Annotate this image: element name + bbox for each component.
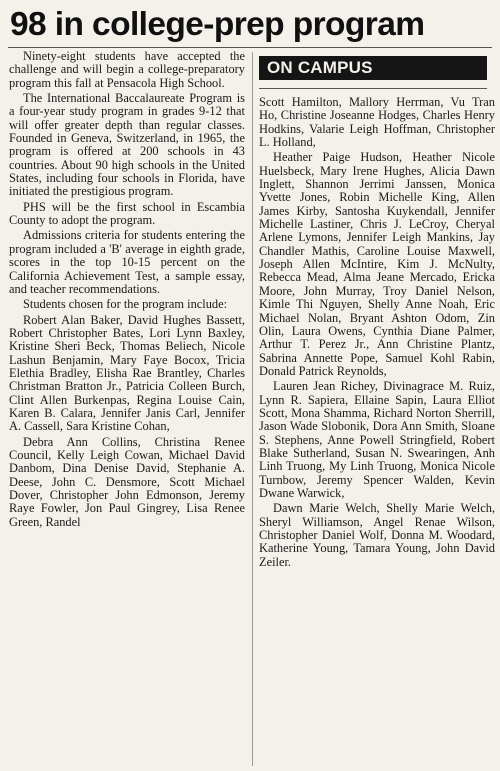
section-banner-wrap [259,56,495,92]
paragraph-students-intro: Students chosen for the program include: [23,297,228,312]
headline-rule [8,47,492,48]
paragraph-names-4: Heather Paige Hudson, Heather Nicole Huelsbeck, Mary Irene Hughes, Alicia Dawn Inglett, Shannon Jerrimi Janssen, Monica Yvette Jones, Robin Michelle King, Allen James Kirby, Santosha Kuykendall, Jennifer Michelle Lastiner, Chris J. LeCroy, Cheryal Arlene Lymons, Jennifer Leigh Mankins, Jay Chandler Mathis, Caroline Louise Maxwell, Joseph Allen McIntire, Kim J. McNulty, Rebecca Mead, Alma Jeane Mercado, Ericka Moore, John Murray, Troy Daniel Nelson, Kimle Thi Nguyen, Shelly Anne Noah, Eric Michael Nolan, Bryant Ashton Odom, Zin Olin, Laura Owens, Cynthia Diane Palmer, Arthur T. Perez Jr., Ann Christine Plantz, Sabrina Annette Pope, Samuel Kohl Rabin, Donald Patrick Reynolds, [259,150,495,378]
section-banner: ON CAMPUS [259,56,487,80]
paragraph-names-3: Scott Hamilton, Mallory Herrman, Vu Tran Ho, Christine Joseanne Hodges, Charles Henry Hodkins, Valarie Leigh Hoffman, Christopher L. Holland, [259,95,495,150]
article-column-right [259,56,495,768]
paragraph-admissions: Admissions criteria for students entering the program included a 'B' average in eighth grade, scores in the top 10-15 percent on the California Achievement Test, a sample essay, and teacher recommendations. [9,228,245,296]
banner-rule [259,88,487,89]
paragraph-intro: Ninety-eight students have accepted the challenge and will begin a college-preparatory program this fall at Pensacola High School. [9,50,245,90]
column-divider [252,52,253,766]
paragraph-names-2: Debra Ann Collins, Christina Renee Council, Kelly Leigh Cowan, Michael David Danbom, Dina Denise David, Stephanie A. Deese, John C. Densmore, Scott Michael Dover, Christopher John Edmonson, Jeremy Raye Fowler, Jon Paul Gingrey, Lisa Renee Green, Randel [9,434,245,529]
headline: 98 in college-prep program [10,6,425,43]
paragraph-names-5: Lauren Jean Richey, Divinagrace M. Ruiz, Lynn R. Sapiera, Ellaine Sapin, Laura Elliot Scott, Mona Shamma, Richard Norton Sherrill, Jason Wade Slobonik, Dora Ann Smith, Sloane S. Stephens, Anne Powell Stringfield, Robert Blake Sutherland, Susan N. Swearingen, Anh Linh Truong, My Linh Truong, Monica Nicole Turnbow, Jeremy Spencer Walden, Kevin Dwane Warwick, [259,379,495,500]
article-column-left [9,50,245,768]
paragraph-phs: PHS will be the first school in Escambia County to adopt the program. [9,199,245,228]
paragraph-names-6: Dawn Marie Welch, Shelly Marie Welch, Sheryl Williamson, Angel Renae Wilson, Christopher Daniel Wolf, Donna M. Woodard, Katherine Young, Tamara Young, John David Zeiler. [259,501,495,569]
paragraph-program: The International Baccalaureate Program is a four-year study program in grades 9-12 that will offer greater depth than regular classes. Founded in Geneva, Switzerland, in 1965, the program is offered at 200 schools in 43 countries. About 90 high schools in the United States, including four schools in Florida, have initiated the prestigious program. [9,91,245,199]
paragraph-names-1: Robert Alan Baker, David Hughes Bassett, Robert Christopher Bates, Lori Lynn Baxley, Kristine Sheri Beck, Thomas Beliech, Nicole Lashun Benjamin, Mary Faye Bocox, Tricia Elethia Bradley, Elisha Rae Brantley, Charles Christman Bratton Jr., Patricia Colleen Burch, Clint Allen Burkenpas, Regina Louise Cain, Karen B. Calara, Jennifer Janis Carl, Jennifer A. Cassell, Sara Kristine Cohan, [9,312,245,434]
